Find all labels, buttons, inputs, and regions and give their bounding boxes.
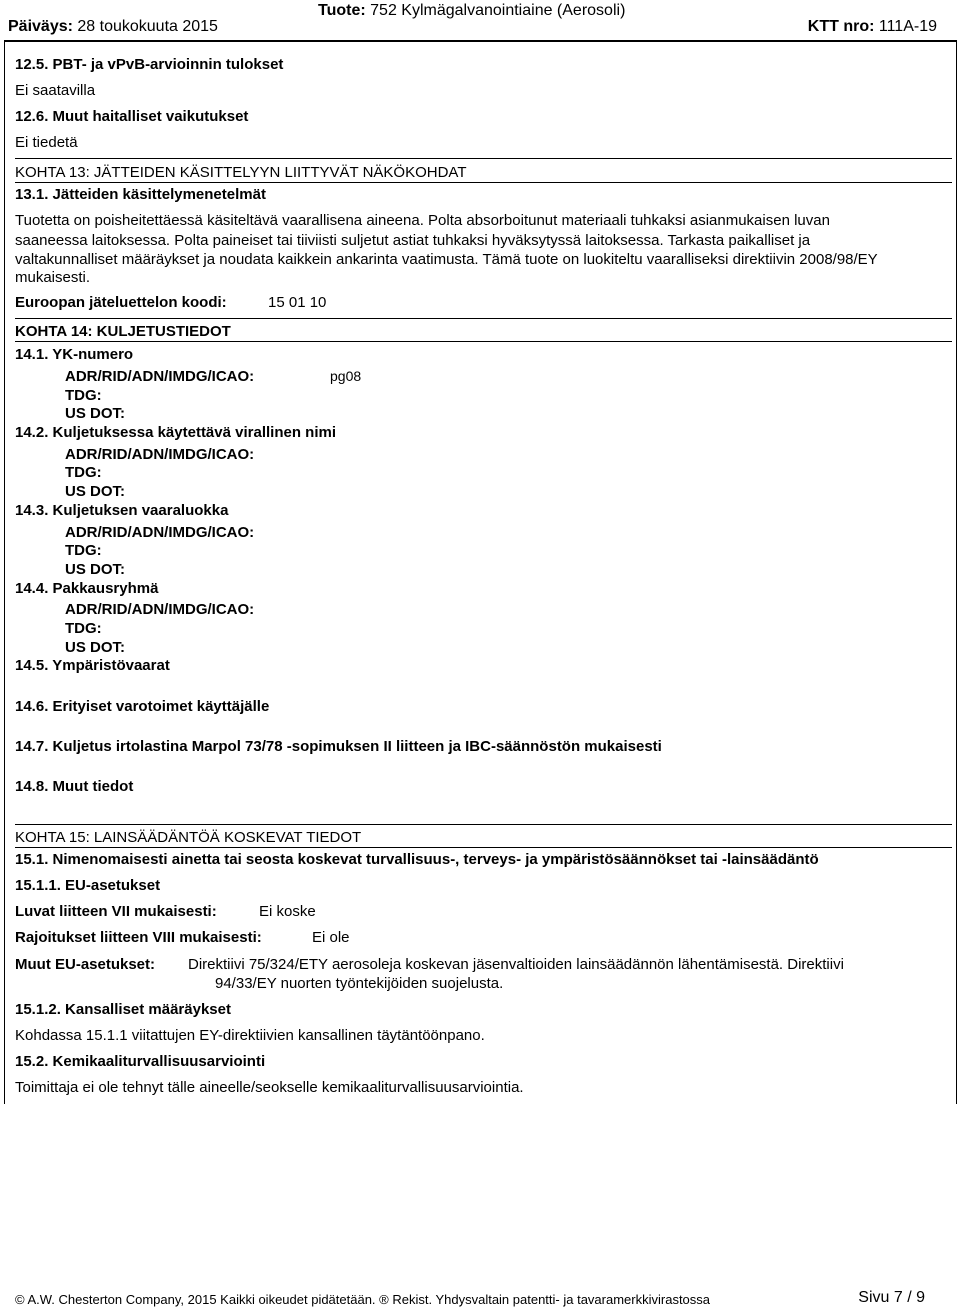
subsection-14-7-heading: 14.7. Kuljetus irtolastina Marpol 73/78 -sopimuksen II liitteen ja IBC-säännöstön mukaisesti (15, 738, 662, 755)
product-value: 752 Kylmägalvanointiaine (Aerosoli) (370, 2, 626, 19)
class-usdot-label: US DOT: (65, 561, 125, 578)
subsection-15-1-2-text: Kohdassa 15.1.1 viitattujen EY-direktiivien kansallinen täytäntöönpano. (15, 1027, 485, 1044)
date-label: Päiväys: (8, 18, 73, 35)
section-13-text-line-2: saaneessa laitoksessa. Polta paineiset tai tiiviisti suljetut astiat tuhkaksi hyväksytyssä laitoksessa. Tarkasta paikalliset ja (15, 232, 811, 249)
subsection-13-1-heading: 13.1. Jätteiden käsittelymenetelmät (15, 186, 266, 203)
un-adr-value: pg08 (330, 368, 362, 384)
ktt-label: KTT nro: (807, 18, 875, 35)
name-usdot-label: US DOT: (65, 483, 125, 500)
section-13-text-line-3: valtakunnalliset määräykset ja noudata kaikkein ankarinta vaatimusta. Tämä tuote on luokiteltu vaaralliseksi direktiivin 2008/98/EY (15, 251, 878, 268)
other-eu-label: Muut EU-asetukset: (15, 956, 156, 973)
subsection-15-1-2-heading: 15.1.2. Kansalliset määräykset (15, 1001, 231, 1018)
subsection-14-5-heading: 14.5. Ympäristövaarat (15, 657, 170, 674)
subsection-12-5-text: Ei saatavilla (15, 82, 96, 99)
section-15-rule-top (15, 824, 952, 825)
packing-adr-label: ADR/RID/ADN/IMDG/ICAO: (65, 601, 255, 618)
other-eu-text-line-2: 94/33/EY nuorten työntekijöiden suojelusta. (215, 975, 504, 992)
product-label: Tuote: (318, 2, 366, 19)
name-adr-label: ADR/RID/ADN/IMDG/ICAO: (65, 446, 255, 463)
un-tdg-label: TDG: (65, 387, 102, 404)
name-tdg-label: TDG: (65, 464, 102, 481)
packing-usdot-label: US DOT: (65, 639, 125, 656)
header-ktt (808, 18, 937, 36)
ktt-value: 111A-19 (878, 18, 937, 35)
subsection-12-6-heading: 12.6. Muut haitalliset vaikutukset (15, 108, 249, 125)
section-14-rule-top (15, 318, 952, 319)
section-13-title: KOHTA 13: JÄTTEIDEN KÄSITTELYYN LIITTYVÄT NÄKÖKOHDAT (15, 164, 467, 181)
un-usdot-label: US DOT: (65, 405, 125, 422)
subsection-15-2-heading: 15.2. Kemikaaliturvallisuusarviointi (15, 1053, 266, 1070)
subsection-14-8-heading: 14.8. Muut tiedot (15, 778, 134, 795)
subsection-14-2-heading: 14.2. Kuljetuksessa käytettävä virallinen nimi (15, 424, 336, 441)
section-13-rule-bottom (15, 182, 952, 183)
footer-page-number: Sivu 7 / 9 (858, 1289, 925, 1306)
footer-copyright: © A.W. Chesterton Company, 2015 Kaikki oikeudet pidätetään. ® Rekist. Yhdysvaltain patentti- ja tavaramerkkivirastossa (15, 1292, 711, 1307)
waste-code-label: Euroopan jäteluettelon koodi: (15, 294, 227, 311)
class-adr-label: ADR/RID/ADN/IMDG/ICAO: (65, 524, 255, 541)
packing-tdg-label: TDG: (65, 620, 102, 637)
subsection-15-1-heading: 15.1. Nimenomaisesti ainetta tai seosta koskevat turvallisuus-, terveys- ja ympäristösäännökset tai -lainsäädäntö (15, 851, 819, 868)
un-adr-label: ADR/RID/ADN/IMDG/ICAO: (65, 368, 255, 385)
section-15-rule-bottom (15, 847, 952, 848)
frame-right-border (956, 42, 957, 1104)
frame-left-border (4, 42, 5, 1104)
annex-vii-value: Ei koske (259, 903, 316, 920)
annex-vii-label: Luvat liitteen VII mukaisesti: (15, 903, 217, 920)
section-13-text-line-4: mukaisesti. (15, 269, 91, 286)
subsection-15-2-text: Toimittaja ei ole tehnyt tälle aineelle/seokselle kemikaaliturvallisuusarviointia. (15, 1079, 524, 1096)
annex-viii-value: Ei ole (312, 929, 350, 946)
section-13-rule-top (15, 158, 952, 159)
section-15-title: KOHTA 15: LAINSÄÄDÄNTÖÄ KOSKEVAT TIEDOT (15, 829, 362, 846)
header-date (8, 18, 218, 36)
subsection-12-6-text: Ei tiedetä (15, 134, 78, 151)
section-14-title: KOHTA 14: KULJETUSTIEDOT (15, 323, 231, 340)
header-rule (4, 40, 957, 42)
subsection-12-5-heading: 12.5. PBT- ja vPvB-arvioinnin tulokset (15, 56, 284, 73)
header-product (318, 2, 625, 20)
subsection-14-4-heading: 14.4. Pakkausryhmä (15, 580, 159, 597)
section-13-text-line-1: Tuotetta on poisheitettäessä käsiteltävä vaarallisena aineena. Polta absorboitunut materiaali tuhkaksi asianmukaisen luvan (15, 212, 830, 229)
section-14-rule-bottom (15, 341, 952, 342)
class-tdg-label: TDG: (65, 542, 102, 559)
waste-code-value: 15 01 10 (268, 294, 327, 311)
subsection-14-6-heading: 14.6. Erityiset varotoimet käyttäjälle (15, 698, 270, 715)
other-eu-text-line-1: Direktiivi 75/324/ETY aerosoleja koskevan jäsenvaltioiden lainsäädännön lähentämisestä. Direktiivi (188, 956, 844, 973)
subsection-15-1-1-heading: 15.1.1. EU-asetukset (15, 877, 161, 894)
subsection-14-3-heading: 14.3. Kuljetuksen vaaraluokka (15, 502, 229, 519)
date-value: 28 toukokuuta 2015 (77, 18, 218, 35)
annex-viii-label: Rajoitukset liitteen VIII mukaisesti: (15, 929, 262, 946)
subsection-14-1-heading: 14.1. YK-numero (15, 346, 134, 363)
